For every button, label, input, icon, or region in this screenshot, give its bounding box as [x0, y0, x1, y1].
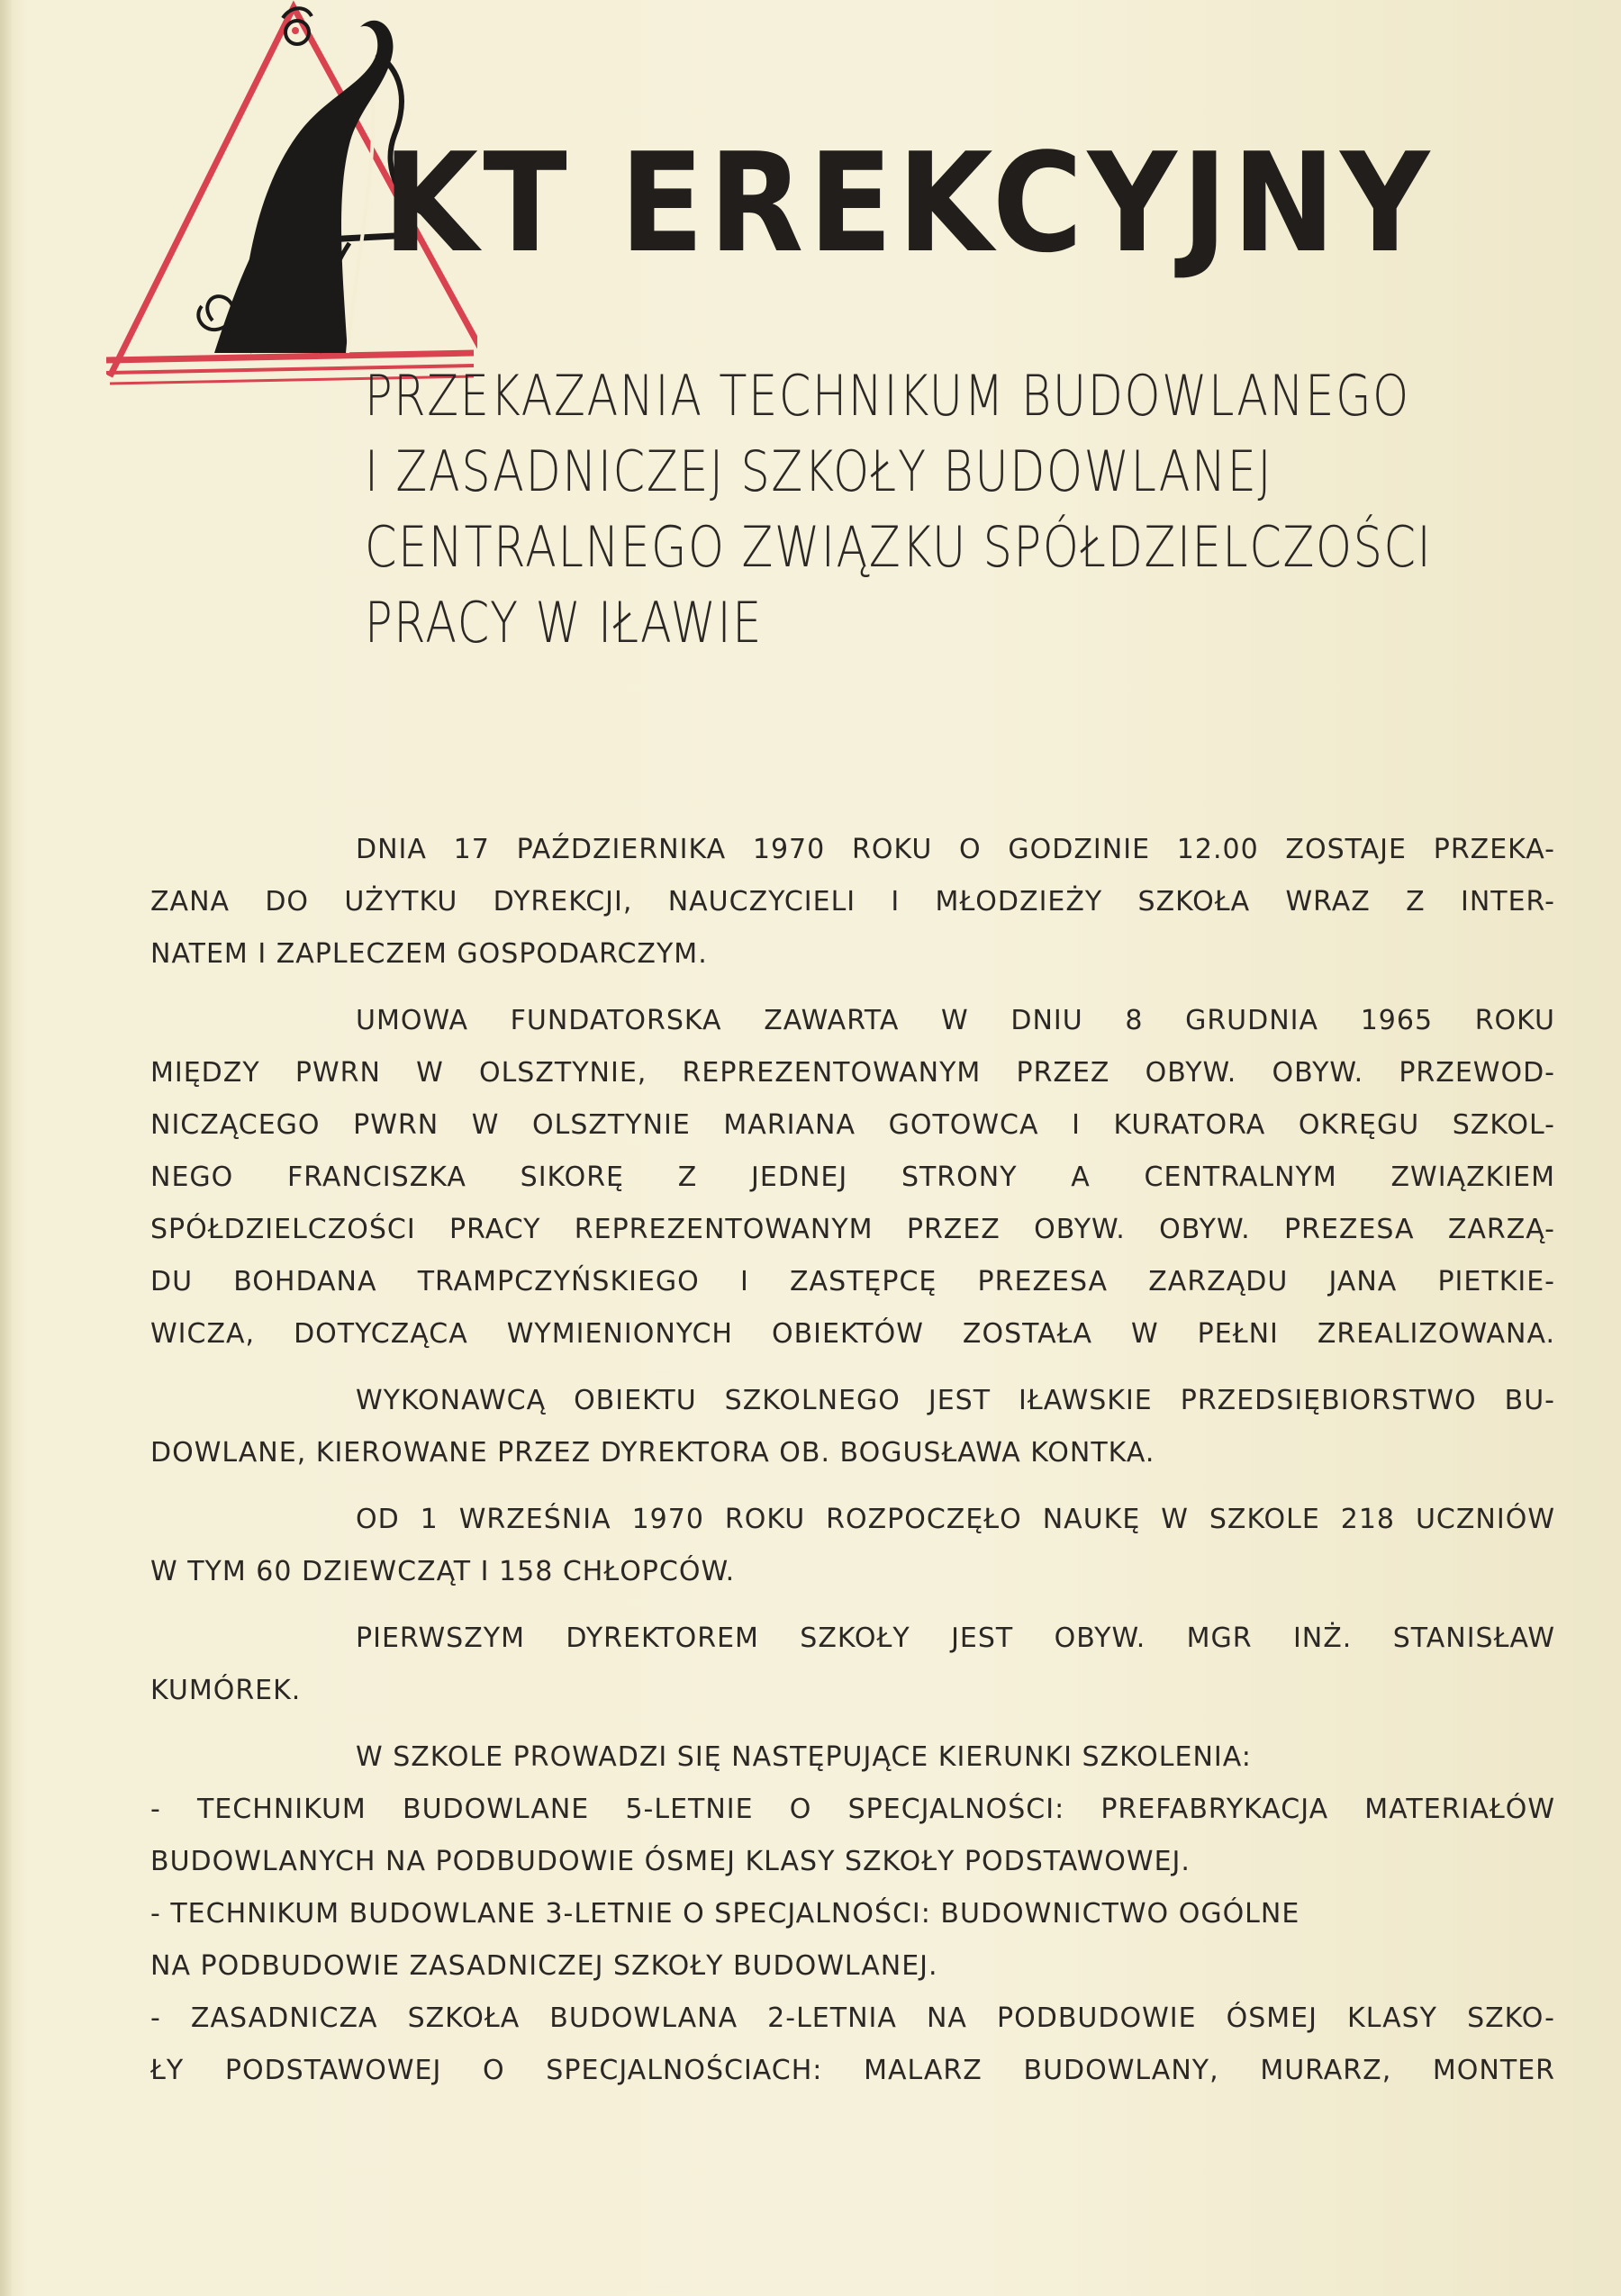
text-line: WICZA, DOTYCZĄCA WYMIENIONYCH OBIEKTÓW ZOSTAŁA W PEŁNI ZREALIZOWANA. [150, 1318, 1555, 1350]
text-line: SPÓŁDZIELCZOŚCI PRACY REPREZENTOWANYM PRZEZ OBYW. OBYW. PREZESA ZARZĄ- [150, 1214, 1555, 1245]
text-line: ZANA DO UŻYTKU DYREKCJI, NAUCZYCIELI I MŁODZIEŻY SZKOŁA WRAZ Z INTER- [150, 886, 1555, 917]
text-line: DOWLANE, KIEROWANE PRZEZ DYREKTORA OB. BOGUSŁAWA KONTKA. [150, 1437, 1155, 1469]
text-line: NEGO FRANCISZKA SIKORĘ Z JEDNEJ STRONY A CENTRALNYM ZWIĄZKIEM [150, 1162, 1555, 1193]
subtitle-line: PRACY W IŁAWIE [365, 590, 763, 655]
text-line: KUMÓREK. [150, 1675, 302, 1706]
text-line: NICZĄCEGO PWRN W OLSZTYNIE MARIANA GOTOWCA I KURATORA OKRĘGU SZKOL- [150, 1109, 1555, 1141]
text-line: W TYM 60 DZIEWCZĄT I 158 CHŁOPCÓW. [150, 1556, 736, 1587]
text-line: NATEM I ZAPLECZEM GOSPODARCZYM. [150, 938, 708, 970]
text-line: DNIA 17 PAŹDZIERNIKA 1970 ROKU O GODZINIE 12.00 ZOSTAJE PRZEKA- [356, 834, 1555, 865]
document-subtitle [365, 358, 1535, 661]
document-title [383, 123, 1435, 283]
text-line: BUDOWLANYCH NA PODBUDOWIE ÓSMEJ KLASY SZKOŁY PODSTAWOWEJ. [150, 1846, 1191, 1877]
subtitle-line: PRZEKAZANIA TECHNIKUM BUDOWLANEGO [365, 363, 1410, 429]
text-line: - TECHNIKUM BUDOWLANE 3-LETNIE O SPECJALNOŚCI: BUDOWNICTWO OGÓLNE [150, 1898, 1300, 1930]
text-line: ŁY PODSTAWOWEJ O SPECJALNOŚCIACH: MALARZ BUDOWLANY, MURARZ, MONTER [150, 2055, 1555, 2086]
paragraph-courses [150, 1731, 1555, 2097]
text-line: WYKONAWCĄ OBIEKTU SZKOLNEGO JEST IŁAWSKIE PRZEDSIĘBIORSTWO BU- [356, 1385, 1555, 1416]
paragraph-director [150, 1613, 1555, 1717]
paragraph-contractor [150, 1375, 1555, 1479]
subtitle-line: I ZASADNICZEJ SZKOŁY BUDOWLANEJ [365, 438, 1273, 504]
paragraph-founding-agreement [150, 995, 1555, 1360]
subtitle-line: CENTRALNEGO ZWIĄZKU SPÓŁDZIELCZOŚCI [365, 514, 1433, 580]
text-line: W SZKOLE PROWADZI SIĘ NASTĘPUJĄCE KIERUNKI SZKOLENIA: [356, 1741, 1252, 1773]
text-line: OD 1 WRZEŚNIA 1970 ROKU ROZPOCZĘŁO NAUKĘ W SZKOLE 218 UCZNIÓW [356, 1504, 1555, 1535]
text-line: NA PODBUDOWIE ZASADNICZEJ SZKOŁY BUDOWLANEJ. [150, 1950, 938, 1982]
text-line: DU BOHDANA TRAMPCZYŃSKIEGO I ZASTĘPCĘ PREZESA ZARZĄDU JANA PIETKIE- [150, 1266, 1555, 1297]
text-line: UMOWA FUNDATORSKA ZAWARTA W DNIU 8 GRUDNIA 1965 ROKU [356, 1005, 1555, 1036]
text-line: - ZASADNICZA SZKOŁA BUDOWLANA 2-LETNIA NA PODBUDOWIE ÓSMEJ KLASY SZKO- [150, 2002, 1555, 2034]
title-rest: KT EREKCYJNY [383, 123, 1435, 283]
binding-shadow [0, 0, 13, 2296]
document-body [150, 824, 1555, 2111]
text-line: MIĘDZY PWRN W OLSZTYNIE, REPREZENTOWANYM PRZEZ OBYW. OBYW. PRZEWOD- [150, 1057, 1555, 1089]
paragraph-students [150, 1494, 1555, 1598]
paragraph-handover-date [150, 824, 1555, 981]
text-line: PIERWSZYM DYREKTOREM SZKOŁY JEST OBYW. MGR INŻ. STANISŁAW [356, 1623, 1555, 1654]
text-line: - TECHNIKUM BUDOWLANE 5-LETNIE O SPECJALNOŚCI: PREFABRYKACJA MATERIAŁÓW [150, 1794, 1555, 1825]
